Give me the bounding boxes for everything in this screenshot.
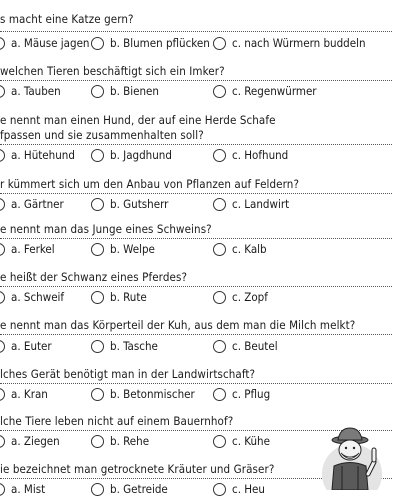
question	[0, 222, 400, 237]
answer-row	[0, 83, 400, 99]
radio-circle-icon[interactable]	[0, 198, 5, 211]
answer-row	[0, 196, 400, 212]
radio-circle-icon[interactable]	[213, 340, 226, 353]
answer-row	[0, 147, 400, 163]
question-text: e nennt man einen Hund, der auf eine Herde Schafe fpassen und sie zusammenhalten soll?	[0, 113, 276, 142]
radio-circle-icon[interactable]	[0, 85, 5, 98]
dotted-line	[0, 80, 392, 81]
question-text: e nennt man das Junge eines Schweins?	[0, 222, 212, 236]
dotted-line	[0, 193, 392, 194]
option-label: b. Rehe	[110, 434, 150, 448]
option-label: a. Gärtner	[11, 197, 64, 211]
question	[0, 270, 400, 285]
option-b[interactable]	[91, 241, 155, 257]
question	[0, 64, 400, 79]
radio-circle-icon[interactable]	[0, 340, 5, 353]
option-label: a. Kran	[11, 387, 48, 401]
radio-circle-icon[interactable]	[0, 483, 5, 496]
question-text: s macht eine Katze gern?	[0, 12, 134, 26]
dotted-line	[0, 144, 392, 145]
radio-circle-icon[interactable]	[91, 198, 104, 211]
question-text: ie bezeichnet man getrocknete Kräuter und Gräser?	[0, 462, 275, 476]
option-b[interactable]	[91, 338, 158, 354]
option-a[interactable]	[0, 433, 60, 449]
pointing-finger	[372, 448, 376, 462]
option-a[interactable]	[0, 338, 52, 354]
option-a[interactable]	[0, 289, 64, 305]
option-label: a. Tauben	[11, 84, 61, 98]
radio-circle-icon[interactable]	[91, 149, 104, 162]
option-b[interactable]	[91, 289, 147, 305]
radio-circle-icon[interactable]	[213, 388, 226, 401]
option-label: c. Beutel	[232, 339, 278, 353]
radio-circle-icon[interactable]	[91, 388, 104, 401]
option-label: c. Landwirt	[232, 197, 290, 211]
option-label: c. Zopf	[232, 290, 268, 304]
radio-circle-icon[interactable]	[91, 435, 104, 448]
option-a[interactable]	[0, 481, 45, 497]
radio-circle-icon[interactable]	[213, 435, 226, 448]
eye-right	[353, 447, 355, 449]
question-text: e heißt der Schwanz eines Pferdes?	[0, 270, 188, 284]
option-b[interactable]	[91, 433, 149, 449]
option-c[interactable]	[213, 83, 317, 99]
option-b[interactable]	[91, 386, 195, 402]
option-label: b. Betonmischer	[110, 387, 195, 401]
answer-row	[0, 241, 400, 257]
radio-circle-icon[interactable]	[0, 435, 5, 448]
option-label: a. Ziegen	[11, 434, 60, 448]
option-label: c. Heu	[232, 482, 265, 496]
dotted-line	[0, 383, 392, 384]
radio-circle-icon[interactable]	[213, 243, 226, 256]
question	[0, 177, 400, 192]
answer-row	[0, 386, 400, 402]
question-text: r kümmert sich um den Anbau von Pflanzen auf Feldern?	[0, 177, 300, 191]
radio-circle-icon[interactable]	[213, 483, 226, 496]
option-c[interactable]	[213, 433, 270, 449]
option-a[interactable]	[0, 386, 48, 402]
option-c[interactable]	[213, 241, 267, 257]
option-label: c. Hofhund	[232, 148, 289, 162]
question	[0, 318, 400, 333]
option-c[interactable]	[213, 481, 265, 497]
radio-circle-icon[interactable]	[91, 85, 104, 98]
option-label: c. Kühe	[232, 434, 270, 448]
radio-circle-icon[interactable]	[213, 198, 226, 211]
radio-circle-icon[interactable]	[0, 388, 5, 401]
radio-circle-icon[interactable]	[0, 149, 5, 162]
radio-circle-icon[interactable]	[0, 291, 5, 304]
dotted-line	[0, 238, 392, 239]
question-text: lches Gerät benötigt man in der Landwirtschaft?	[0, 367, 256, 381]
option-label: a. Ferkel	[11, 242, 55, 256]
radio-circle-icon[interactable]	[213, 85, 226, 98]
option-b[interactable]	[91, 481, 168, 497]
option-label: b. Getreide	[110, 482, 168, 496]
question	[0, 113, 400, 143]
option-b[interactable]	[91, 83, 159, 99]
option-label: b. Tasche	[110, 339, 158, 353]
radio-circle-icon[interactable]	[91, 37, 104, 50]
option-label: b. Rute	[110, 290, 147, 304]
option-a[interactable]	[0, 196, 64, 212]
answer-row	[0, 35, 400, 51]
radio-circle-icon[interactable]	[213, 291, 226, 304]
question-text: welchen Tieren beschäftigt sich ein Imker?	[0, 64, 225, 78]
option-c[interactable]	[213, 289, 268, 305]
option-label: b. Welpe	[110, 242, 155, 256]
option-b[interactable]	[91, 196, 168, 212]
question	[0, 367, 400, 382]
radio-circle-icon[interactable]	[213, 149, 226, 162]
option-label: a. Hütehund	[11, 148, 75, 162]
question-text: e nennt man das Körperteil der Kuh, aus dem man die Milch melkt?	[0, 318, 356, 332]
radio-circle-icon[interactable]	[91, 291, 104, 304]
option-label: a. Mist	[11, 482, 46, 496]
radio-circle-icon[interactable]	[0, 243, 5, 256]
option-label: c. Pflug	[232, 387, 271, 401]
option-c[interactable]	[213, 386, 270, 402]
option-label: b. Jagdhund	[110, 148, 172, 162]
option-a[interactable]	[0, 35, 90, 51]
option-label: a. Mäuse jagen	[11, 36, 90, 50]
option-label: c. nach Würmern buddeln	[232, 36, 366, 50]
answer-row	[0, 338, 400, 354]
option-a[interactable]	[0, 241, 55, 257]
option-label: a. Euter	[11, 339, 52, 353]
option-label: a. Schweif	[11, 290, 65, 304]
option-a[interactable]	[0, 83, 61, 99]
option-label: b. Gutsherr	[110, 197, 169, 211]
option-c[interactable]	[213, 35, 366, 51]
question	[0, 12, 400, 27]
answer-row	[0, 289, 400, 305]
eye-left	[345, 447, 347, 449]
option-label: b. Bienen	[110, 84, 159, 98]
option-label: b. Blumen pflücken	[110, 36, 210, 50]
question-text: lche Tiere leben nicht auf einem Bauernhof?	[0, 414, 234, 428]
option-label: c. Regenwürmer	[232, 84, 317, 98]
option-a[interactable]	[0, 147, 75, 163]
dotted-line	[0, 31, 392, 32]
option-c[interactable]	[213, 147, 288, 163]
body	[332, 463, 368, 491]
option-c[interactable]	[213, 338, 278, 354]
option-b[interactable]	[91, 147, 172, 163]
dotted-line	[0, 334, 392, 335]
radio-circle-icon[interactable]	[0, 37, 5, 50]
option-b[interactable]	[91, 35, 210, 51]
farmer-illustration-icon	[300, 426, 400, 490]
dotted-line	[0, 286, 392, 287]
hat-crown	[338, 428, 362, 440]
option-label: c. Kalb	[232, 242, 267, 256]
radio-circle-icon[interactable]	[91, 243, 104, 256]
option-c[interactable]	[213, 196, 289, 212]
radio-circle-icon[interactable]	[213, 37, 226, 50]
radio-circle-icon[interactable]	[91, 340, 104, 353]
radio-circle-icon[interactable]	[91, 483, 104, 496]
